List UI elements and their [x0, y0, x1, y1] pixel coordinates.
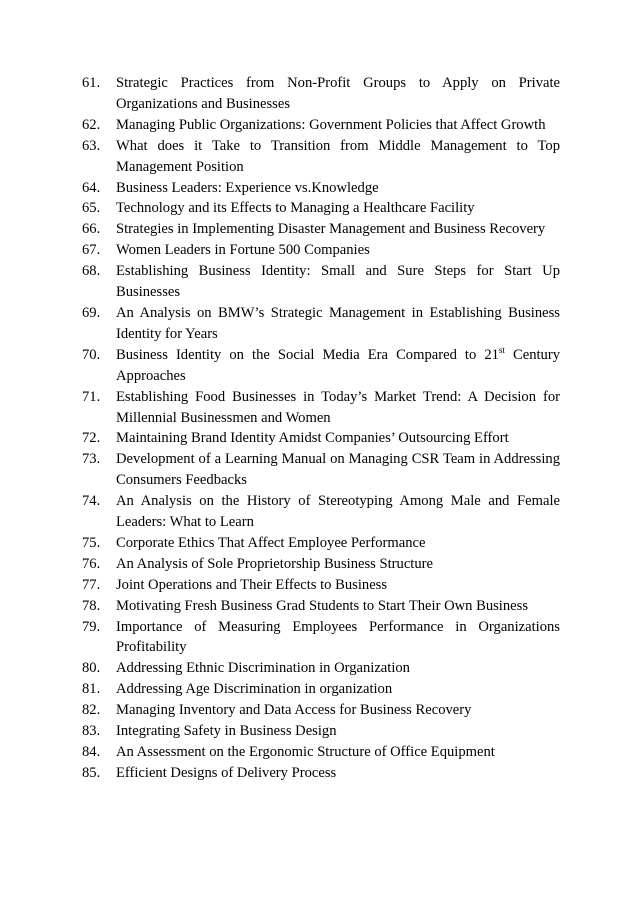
item-text: Addressing Age Discrimination in organization: [116, 681, 393, 698]
item-text: Development of a Learning Manual on Managing CSR Team in Addressing Consumers Feedbacks: [116, 451, 560, 489]
list-item: [82, 700, 560, 721]
item-text: An Analysis on the History of Stereotyping Among Male and Female Leaders: What to Learn: [116, 493, 560, 531]
item-text-after: Century Approaches: [116, 346, 561, 384]
item-number: 83.: [82, 723, 101, 740]
list-item: [82, 73, 560, 115]
item-number: 66.: [82, 221, 101, 238]
item-number: 73.: [82, 451, 101, 468]
item-number: 81.: [82, 681, 101, 698]
list-item: [82, 428, 560, 449]
item-number: 65.: [82, 200, 101, 217]
item-number: 82.: [82, 702, 101, 719]
item-text: Addressing Ethnic Discrimination in Organization: [116, 660, 410, 677]
list-item: [82, 449, 560, 491]
list-item: [82, 115, 560, 136]
item-number: 85.: [82, 764, 101, 781]
item-number: 78.: [82, 597, 101, 614]
item-text: Strategies in Implementing Disaster Management and Business Recovery: [116, 221, 546, 238]
item-number: 84.: [82, 744, 101, 760]
item-text: Managing Inventory and Data Access for Business Recovery: [116, 702, 472, 719]
list-item: [82, 742, 560, 763]
item-number: 75.: [82, 534, 101, 551]
item-text: An Assessment on the Ergonomic Structure of Office Equipment: [116, 744, 495, 760]
item-text: Efficient Designs of Delivery Process: [116, 764, 337, 781]
item-text: What does it Take to Transition from Middle Management to Top Management Position: [116, 137, 560, 175]
list-item: [82, 617, 560, 659]
item-text: Corporate Ethics That Affect Employee Performance: [116, 534, 426, 551]
list-item: [82, 491, 560, 533]
item-number: 80.: [82, 660, 101, 677]
item-text-before: Business Identity on the Social Media Era Compared to 21: [116, 346, 499, 363]
list-item: [82, 198, 560, 219]
item-number: 69.: [82, 304, 101, 321]
item-text: Maintaining Brand Identity Amidst Companies’ Outsourcing Effort: [116, 430, 509, 447]
item-text: Establishing Business Identity: Small and Sure Steps for Start Up Businesses: [116, 263, 560, 301]
item-number: 71.: [82, 388, 101, 405]
item-text: Joint Operations and Their Effects to Business: [116, 576, 388, 593]
list-item: [82, 303, 560, 345]
item-text: Integrating Safety in Business Design: [116, 723, 337, 740]
item-number: 62.: [82, 116, 101, 133]
list-item: [82, 240, 560, 261]
item-number: 76.: [82, 555, 101, 572]
list-item: [82, 575, 560, 596]
list-item: [82, 554, 560, 575]
item-number: 67.: [82, 242, 101, 259]
item-number: 74.: [82, 493, 101, 510]
item-number: 61.: [82, 75, 101, 91]
item-text: Business Leaders: Experience vs.Knowledge: [116, 179, 379, 196]
item-text: An Analysis on BMW’s Strategic Management in Establishing Business Identity for Years: [116, 304, 560, 342]
list-item: [82, 136, 560, 178]
list-item: [82, 596, 560, 617]
list-item: [82, 533, 560, 554]
list-item: [82, 345, 560, 387]
item-text: Importance of Measuring Employees Performance in Organizations Profitability: [116, 618, 560, 656]
item-text: Strategic Practices from Non-Profit Groups to Apply on Private Organizations and Businesses: [116, 75, 560, 112]
item-number: 72.: [82, 430, 101, 447]
item-text: Motivating Fresh Business Grad Students to Start Their Own Business: [116, 597, 528, 614]
item-number: 68.: [82, 263, 101, 280]
list-item: [82, 763, 560, 784]
ordinal-superscript: st: [498, 344, 505, 355]
item-text: Technology and its Effects to Managing a Healthcare Facility: [116, 200, 475, 217]
list-item: [82, 721, 560, 742]
item-number: 79.: [82, 618, 101, 635]
item-number: 64.: [82, 179, 101, 196]
list-item: [82, 261, 560, 303]
item-text: Women Leaders in Fortune 500 Companies: [116, 242, 370, 259]
list-item: [82, 658, 560, 679]
list-item: [82, 178, 560, 199]
list-item: [82, 387, 560, 429]
item-number: 70.: [82, 346, 101, 363]
item-number: 77.: [82, 576, 101, 593]
list-item: [82, 219, 560, 240]
list-item: [82, 679, 560, 700]
topic-list: [82, 73, 560, 784]
item-text: [116, 345, 560, 387]
item-number: 63.: [82, 137, 101, 154]
item-text: An Analysis of Sole Proprietorship Business Structure: [116, 555, 433, 572]
item-text: Establishing Food Businesses in Today’s Market Trend: A Decision for Millennial Businessmen and Women: [116, 388, 560, 426]
item-text: Managing Public Organizations: Government Policies that Affect Growth: [116, 116, 546, 133]
